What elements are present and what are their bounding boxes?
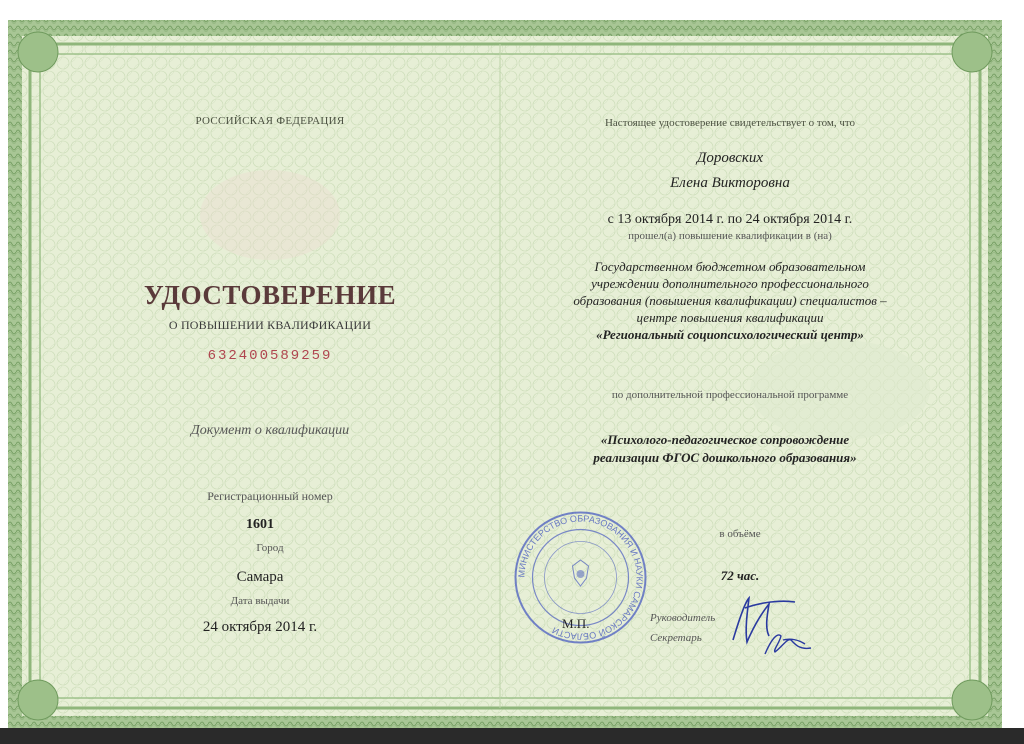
institution-name: «Региональный социопсихологический центр» (596, 327, 864, 342)
program-line: «Психолого-педагогическое сопровождение (600, 432, 850, 447)
holder-given-names: Елена Викторовна (670, 175, 790, 191)
registration-number-label: Регистрационный номер (207, 489, 333, 503)
institution-line: учреждении дополнительного профессионального (591, 276, 869, 291)
passed-training-label: прошел(а) повышение квалификации в (на) (628, 230, 832, 242)
issue-date-label: Дата выдачи (230, 595, 290, 607)
institution-line: образования (повышения квалификации) специалистов – (573, 293, 887, 308)
issue-date: 24 октября 2014 г. (202, 619, 318, 635)
country-label: РОССИЙСКАЯ ФЕДЕРАЦИЯ (195, 115, 345, 127)
institution-block (535, 258, 925, 343)
seal-text: МИНИСТЕРСТВО ОБРАЗОВАНИЯ И НАУКИ САМАРСКОЙ ОБЛАСТИ (516, 513, 645, 642)
volume-label: в объёме (719, 528, 761, 540)
institution-line: Государственном бюджетном образовательном (594, 259, 866, 274)
certificate-subtitle: О ПОВЫШЕНИИ КВАЛИФИКАЦИИ (168, 318, 372, 332)
handwritten-signatures (725, 590, 825, 660)
city-label: Город (256, 542, 284, 554)
volume-hours: 72 час. (720, 568, 760, 583)
document-kind: Документ о квалификации (190, 423, 350, 438)
stamp-place-label: М.П. (562, 616, 590, 631)
program-title (540, 431, 910, 467)
program-line: реализации ФГОС дошкольного образования» (593, 450, 857, 465)
program-label: по дополнительной профессиональной программе (611, 389, 849, 401)
certificate-title: УДОСТОВЕРЕНИЕ (143, 280, 397, 310)
head-label: Руководитель (650, 612, 716, 624)
registration-number: 1601 (246, 517, 274, 532)
serial-number: 632400589259 (207, 348, 333, 364)
secretary-label: Секретарь (650, 632, 702, 644)
city-value: Самара (236, 569, 284, 585)
holder-surname: Доровских (696, 150, 764, 166)
training-period: с 13 октября 2014 г. по 24 октября 2014 г. (607, 212, 853, 227)
institution-line: центре повышения квалификации (636, 310, 824, 325)
intro-text: Настоящее удостоверение свидетельствует о том, что (604, 117, 856, 129)
